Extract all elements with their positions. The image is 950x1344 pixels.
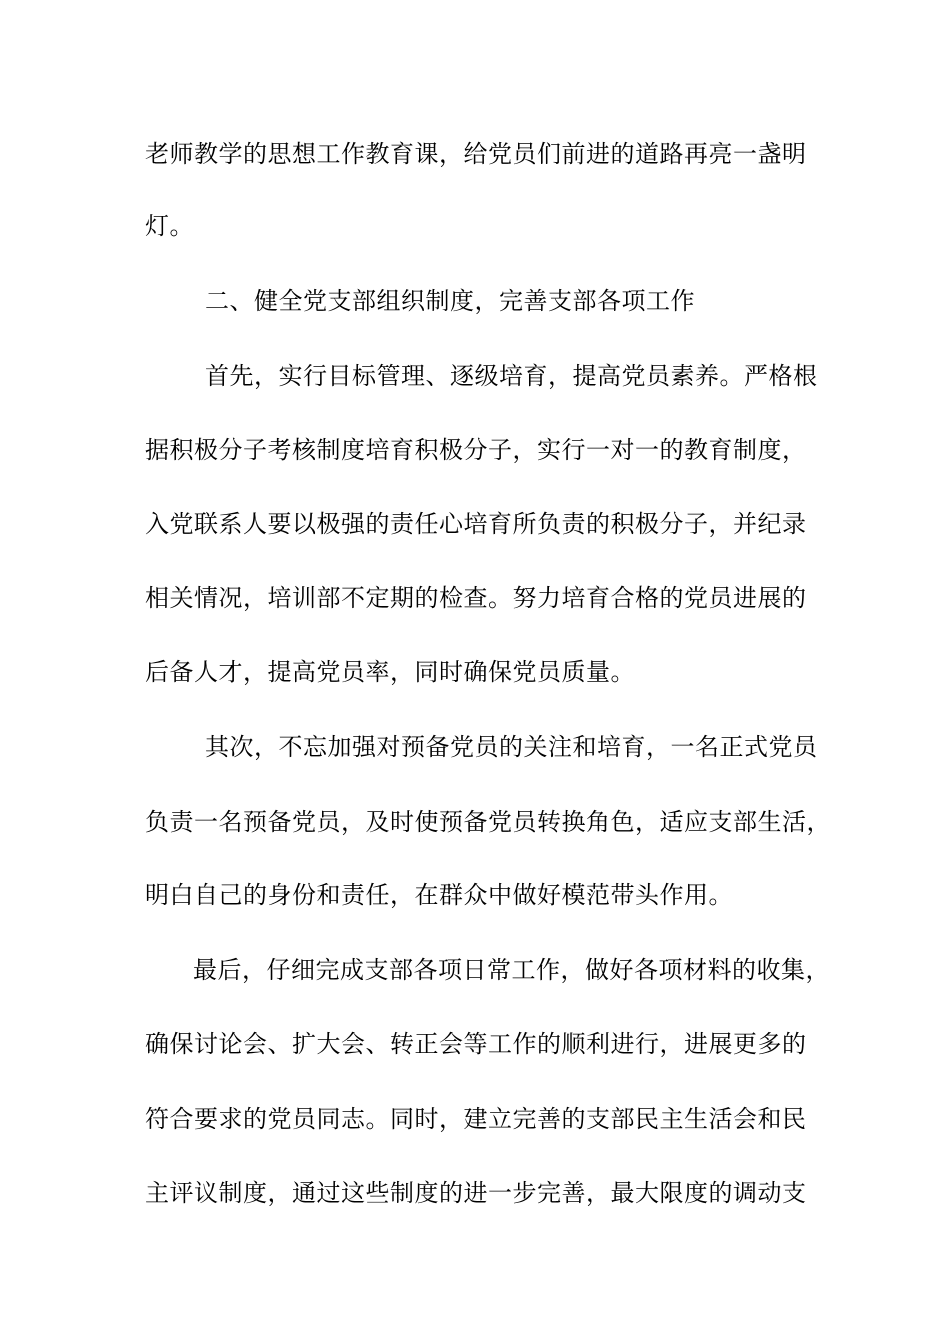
paragraph-line-13: 符合要求的党员同志。同时，建立完善的支部民主生活会和民 xyxy=(145,1105,807,1133)
paragraph-line-8: 其次，不忘加强对预备党员的关注和培育，一名正式党员 xyxy=(205,733,818,761)
paragraph-line-5: 入党联系人要以极强的责任心培育所负责的积极分子，并纪录 xyxy=(145,510,807,538)
paragraph-line-14: 主评议制度，通过这些制度的进一步完善，最大限度的调动支 xyxy=(145,1179,807,1207)
section-heading: 二、健全党支部组织制度，完善支部各项工作 xyxy=(205,287,695,315)
paragraph-line-10: 明白自己的身份和责任，在群众中做好模范带头作用。 xyxy=(145,881,733,909)
paragraph-line-9: 负责一名预备党员，及时使预备党员转换角色，适应支部生活， xyxy=(145,808,831,836)
paragraph-line-11: 最后，仔细完成支部各项日常工作，做好各项材料的收集， xyxy=(193,956,830,984)
paragraph-line-1: 老师教学的思想工作教育课，给党员们前进的道路再亮一盏明 xyxy=(145,140,807,168)
paragraph-line-4: 据积极分子考核制度培育积极分子，实行一对一的教育制度， xyxy=(145,436,807,464)
paragraph-line-7: 后备人才，提高党员率，同时确保党员质量。 xyxy=(145,658,635,686)
paragraph-line-3: 首先，实行目标管理、逐级培育，提高党员素养。严格根 xyxy=(205,362,818,390)
paragraph-line-12: 确保讨论会、扩大会、转正会等工作的顺利进行，进展更多的 xyxy=(145,1030,807,1058)
paragraph-line-2: 灯。 xyxy=(145,212,194,240)
paragraph-line-6: 相关情况，培训部不定期的检查。努力培育合格的党员进展的 xyxy=(145,584,807,612)
